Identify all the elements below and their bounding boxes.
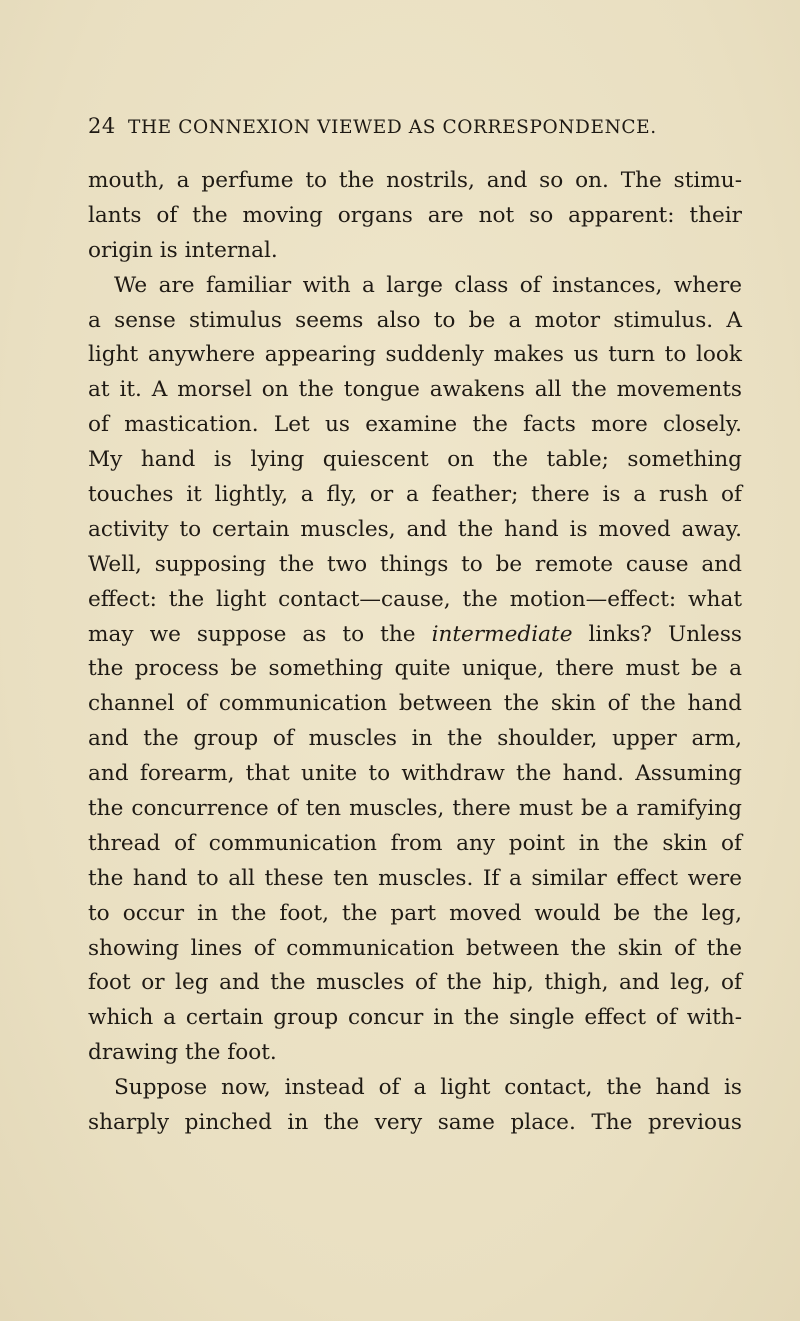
text-line: thread of communication from any point in the skin of	[88, 830, 742, 856]
text-line: lants of the moving organs are not so apparent: their	[88, 202, 742, 228]
paragraph-start-line: We are familiar with a large class of instances, where	[114, 272, 742, 298]
running-title: THE CONNEXION VIEWED AS CORRESPONDENCE.	[128, 117, 657, 138]
text-line: showing lines of communication between the skin of the	[88, 935, 742, 961]
text-line: activity to certain muscles, and the hand is moved away.	[88, 516, 742, 542]
text-line: origin is internal.	[88, 237, 278, 263]
text-line: at it. A morsel on the tongue awakens all the movements	[88, 377, 742, 403]
text-line: effect: the light contact—cause, the motion—effect: what	[88, 586, 742, 612]
text-line: the hand to all these ten muscles. If a similar effect were	[88, 865, 742, 891]
page-header	[88, 114, 728, 144]
text-line: touches it lightly, a fly, or a feather; there is a rush of	[88, 482, 742, 508]
paragraph-start-line: Suppose now, instead of a light contact, the hand is	[114, 1075, 742, 1101]
text-line: Well, supposing the two things to be remote cause and	[88, 551, 742, 577]
text-line: and forearm, that unite to withdraw the hand. Assuming	[88, 761, 742, 787]
text-line: light anywhere appearing suddenly makes us turn to look	[88, 342, 742, 368]
text-line: the process be something quite unique, there must be a	[88, 656, 742, 682]
text-line: channel of communication between the skin of the hand	[88, 691, 742, 717]
body-text	[88, 164, 742, 1141]
text-line: foot or leg and the muscles of the hip, thigh, and leg, of	[88, 970, 742, 996]
text-line: drawing the foot.	[88, 1040, 277, 1066]
text-line: to occur in the foot, the part moved would be the leg,	[88, 900, 742, 926]
text-line: a sense stimulus seems also to be a motor stimulus. A	[88, 307, 742, 333]
text-segment: may we suppose as to the	[88, 621, 432, 647]
text-line: My hand is lying quiescent on the table; something	[88, 447, 742, 473]
text-line: which a certain group concur in the single effect of with-	[88, 1005, 742, 1031]
text-line: mouth, a perfume to the nostrils, and so on. The stimu-	[88, 168, 742, 193]
page-number: 24	[88, 114, 116, 138]
text-line: and the group of muscles in the shoulder, upper arm,	[88, 726, 742, 752]
text-segment: links? Unless	[572, 621, 742, 647]
text-line: sharply pinched in the very same place. The previous	[88, 1110, 742, 1136]
text-line-with-italic	[88, 618, 742, 653]
text-line: the concurrence of ten muscles, there must be a ramifying	[88, 796, 742, 822]
text-line: of mastication. Let us examine the facts more closely.	[88, 412, 742, 438]
italic-word: intermediate	[431, 621, 573, 647]
